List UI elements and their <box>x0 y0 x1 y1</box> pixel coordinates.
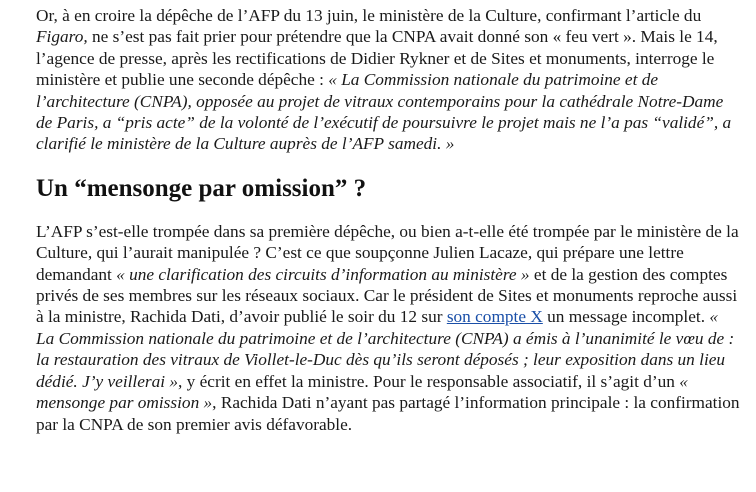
text-segment: , Rachida Dati n’ayant pas partagé l’information principale : la confirmation par la CNPA de son premier avis défavorable. <box>36 393 740 434</box>
text-segment: et de la gestion des comptes privés de ses membres sur les réseaux sociaux. Car le président de Sites et monuments reproche aussi à la ministre, Rachida Dati, d’avoir publié le soir du 12 sur <box>36 264 738 327</box>
newspaper-name: Figaro, <box>36 27 88 47</box>
text-segment: Or, à en croire la dépêche de l’AFP du 13 juin, le ministère de la Culture, confirmant l’article du <box>36 6 702 25</box>
text-segment: ne s’est pas fait prier pour prétendre que la CNPA avait donné son « feu vert ». Mais le 14, l’agence de presse, après les rectifications de Didier Rykner et de Sites et monuments, interroge le ministère et publie une seconde dépêche : <box>36 27 718 90</box>
text-segment: L’AFP s’est-elle trompée dans sa première dépêche, ou bien a-t-elle été trompée par le ministère de la Culture, qui l’aurait manipulée ? C’est ce que soupçonne Julien Lacaze, qui prépare une lettre demandant <box>36 221 739 284</box>
article-body <box>36 5 740 435</box>
quote-ministre: « La Commission nationale du patrimoine et de l’architecture (CNPA) a émis à l’unanimité le vœu de : la restauration des vitraux de Viollet-le-Duc dès qu’ils seront déposés ; leur exposition dans un lieu dédié. J’y veillerai » <box>36 307 735 391</box>
quote-mensonge: « mensonge par omission » <box>36 371 688 413</box>
quote-afp: « La Commission nationale du patrimoine et de l’architecture (CNPA), opposée au projet de vitraux contemporains pour la cathédrale Notre-Dame de Paris, a “pris acte” de la volonté de l’exécutif de poursuivre le projet mais ne l’a pas “validé”, a clarifié le ministère de la Culture auprès de l’AFP samedi. » <box>36 70 732 154</box>
quote-clarification: « une clarification des circuits d’information au ministère » <box>116 264 530 284</box>
section-heading: Un “mensonge par omission” ? <box>36 174 367 202</box>
compte-x-link[interactable]: son compte X <box>446 307 543 327</box>
text-segment: un message incomplet. <box>542 307 710 327</box>
text-segment: , y écrit en effet la ministre. Pour le responsable associatif, il s’agit d’un <box>178 371 680 391</box>
paragraph-afp-dispatch <box>36 5 740 155</box>
paragraph-omission <box>36 221 740 435</box>
